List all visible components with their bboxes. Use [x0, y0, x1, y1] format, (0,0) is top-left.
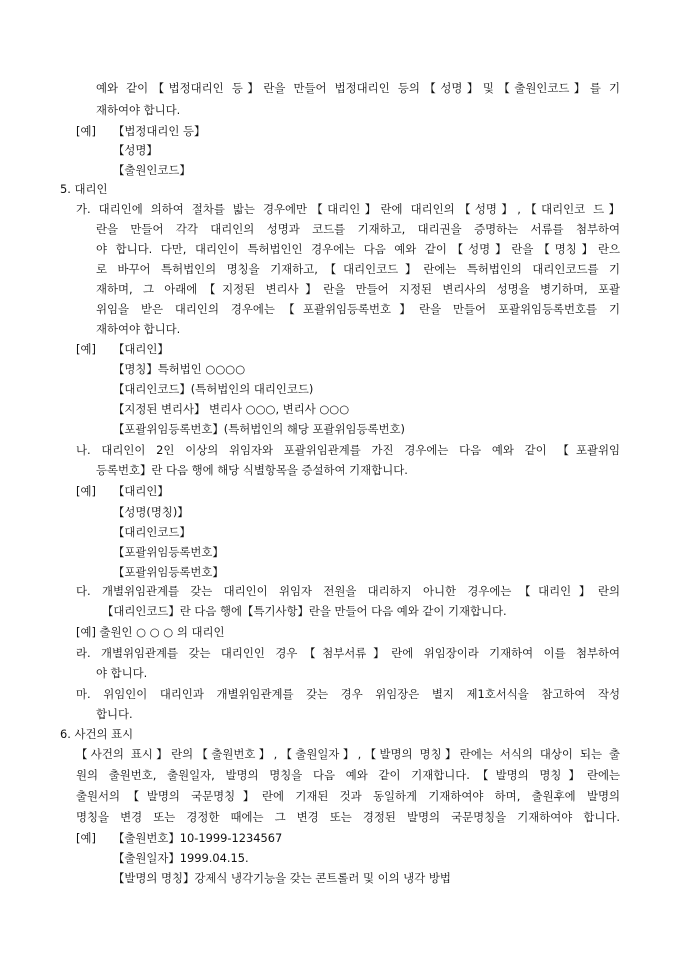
text-line: 【대리인코드】 — [113, 525, 191, 539]
text-line: 라. 개별위임관계를 갖는 대리인인 경우【첨부서류】란에 위임장이라 기재하여 이를 첨부하여 — [76, 646, 620, 660]
text-line: 【사건의 표시】란의【출원번호】,【출원일자】,【발명의 명칭】란에는 서식의 대상이 되는 출 — [76, 747, 620, 761]
text-line: 【대리인】 — [113, 484, 169, 498]
text-line: 마. 위임인이 대리인과 개별위임관계를 갖는 경우 위임장은 별지 제1호서식을 참고하여 작성 — [76, 687, 620, 701]
text-line: 나. 대리인이 2인 이상의 위임자와 포괄위임관계를 가진 경우에는 다음 예와 같이 【포괄위임 — [76, 443, 620, 457]
example-label: [예] — [76, 831, 96, 845]
text-line: 【명칭】특허법인 ○○○○ — [113, 362, 246, 376]
text-line: 재하여야 합니다. — [96, 322, 181, 336]
text-line: 명칭을 변경 또는 경정한 때에는 그 변경 또는 경정된 발명의 국문명칭을 기재하여야 합니다. — [76, 810, 620, 824]
text-line: 예와 같이【법정대리인 등】란을 만들어 법정대리인 등의【성명】및【출원인코드】를 기 — [96, 81, 620, 95]
text-line: 【법정대리인 등】 — [113, 124, 206, 138]
text-line: 【출원번호】10-1999-1234567 — [113, 831, 283, 845]
text-line: 재하여야 합니다. — [96, 103, 181, 117]
text-line: 【발명의 명칭】강제식 냉각기능을 갖는 콘트롤러 및 이의 냉각 방법 — [113, 871, 451, 885]
text-line: 【포괄위임등록번호】 — [113, 545, 224, 559]
example-label: [예] — [76, 484, 96, 498]
text-line: 【대리인】 — [113, 342, 169, 356]
example-label: [예] — [76, 342, 96, 356]
text-line: 【포괄위임등록번호】(특허법인의 해당 포괄위임등록번호) — [113, 422, 405, 436]
text-line: 【지정된 변리사】 변리사 ○○○, 변리사 ○○○ — [113, 402, 350, 416]
text-line: 다. 개별위임관계를 갖는 대리인이 위임자 전원을 대리하지 아니한 경우에는【대리인】란의 — [76, 584, 620, 598]
text-line: 【대리인코드】란 다음 행에【특기사항】란을 만들어 다음 예와 같이 기재합니다. — [102, 604, 507, 618]
example-label: [예] — [76, 124, 96, 138]
text-line: 【출원일자】1999.04.15. — [113, 851, 249, 865]
text-line: 야 합니다. — [96, 666, 148, 680]
text-line: 【포괄위임등록번호】 — [113, 565, 224, 579]
text-line: 출원서의【발명의 국문명칭】란에 기재된 것과 동일하게 기재하여야 하며, 출원후에 발명의 — [76, 789, 620, 803]
example-line: [예] 출원인 ○ ○ ○ 의 대리인 — [76, 625, 225, 639]
text-line: 위임을 받은 대리인의 경우에는【포괄위임등록번호】란을 만들어 포괄위임등록번호를 기 — [96, 302, 620, 316]
text-line: 【성명(명칭)】 — [113, 505, 189, 519]
text-line: 원의 출원번호, 출원일자, 발명의 명칭을 다음 예와 같이 기재합니다.【발명의 명칭】란에는 — [76, 768, 620, 782]
text-line: 【출원인코드】 — [113, 163, 191, 177]
text-line: 가. 대리인에 의하여 절차를 밟는 경우에만【대리인】란에 대리인의【성명】,【대리인코 드】 — [76, 202, 620, 216]
text-line: 합니다. — [96, 707, 133, 721]
section-heading: 6. 사건의 표시 — [60, 727, 134, 741]
text-line: 재하며, 그 아래에【지정된 변리사】란을 만들어 지정된 변리사의 성명을 병기하며, 포괄 — [96, 282, 620, 296]
text-line: 란을 만들어 각각 대리인의 성명과 코드를 기재하고, 대리권을 증명하는 서류를 첨부하여 — [96, 222, 620, 236]
text-line: 로 바꾸어 특허법인의 명칭을 기재하고,【대리인코드】란에는 특허법인의 대리인코드를 기 — [96, 262, 620, 276]
text-line: 야 합니다. 다만, 대리인이 특허법인인 경우에는 다음 예와 같이【성명】란을【명칭】란으 — [96, 242, 620, 256]
text-line: 【성명】 — [113, 143, 158, 157]
section-heading: 5. 대리인 — [60, 182, 108, 196]
text-line: 등록번호】란 다음 행에 해당 식별항목을 증설하여 기재합니다. — [96, 463, 408, 477]
text-line: 【대리인코드】(특허법인의 대리인코드) — [113, 382, 314, 396]
